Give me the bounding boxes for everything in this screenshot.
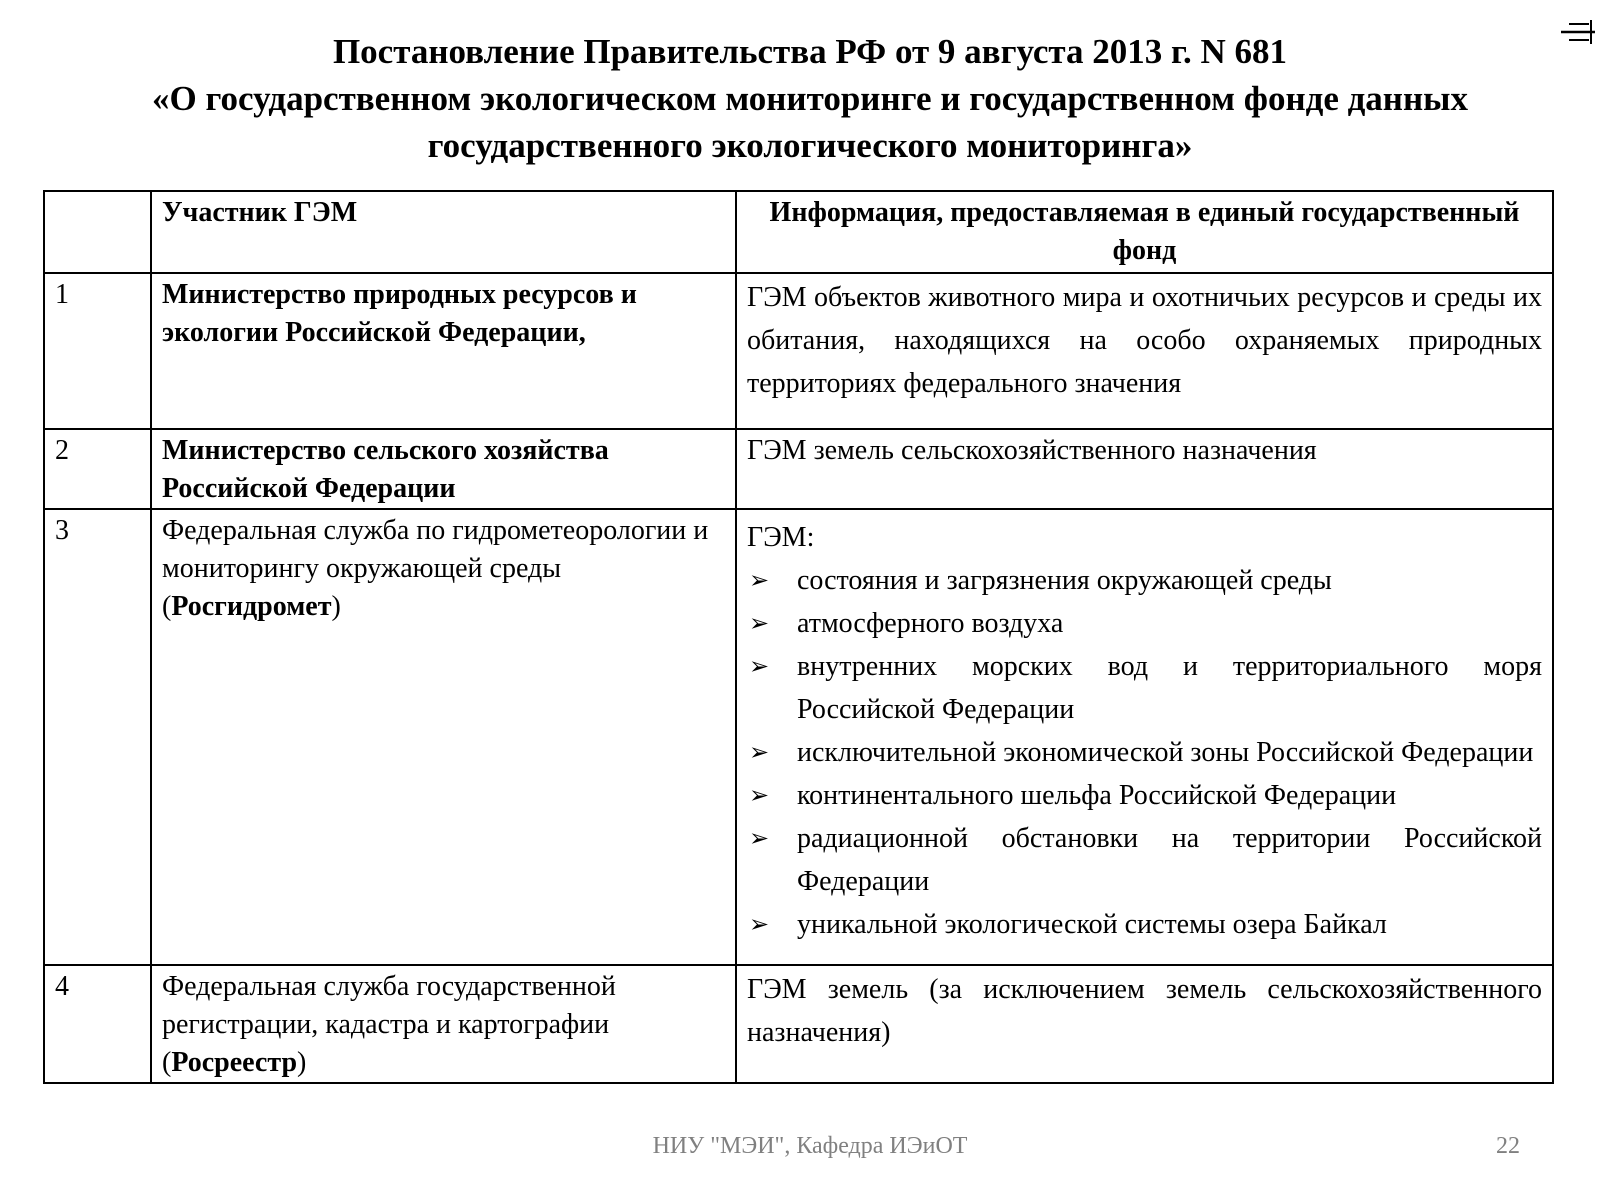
table-header-row (44, 191, 1553, 273)
arrow-bullet-icon: ➢ (749, 738, 770, 766)
arrow-bullet-icon: ➢ (749, 781, 770, 809)
row-participant (151, 509, 736, 965)
row-num: 4 (44, 965, 151, 1083)
bullet-text: внутренних морских вод и территориального моря Российской Федерации (797, 651, 1542, 725)
bullet-text: исключительной экономической зоны Российской Федерации (797, 737, 1534, 768)
footer-organization: НИУ "МЭИ", Кафедра ИЭиОТ (652, 1133, 968, 1159)
row-num: 3 (44, 509, 151, 965)
bullet-text: атмосферного воздуха (797, 608, 1064, 639)
info-bullet-list (747, 559, 1542, 946)
participant-close: ) (297, 1047, 307, 1078)
bullet-text: состояния и загрязнения окружающей среды (797, 565, 1332, 596)
arrow-bullet-icon: ➢ (749, 566, 770, 594)
table-row (44, 273, 1553, 429)
header-num-cell (44, 191, 151, 273)
title-line-2: «О государственном экологическом мониторинге и государственном фонде данных (152, 79, 1468, 118)
row-participant (151, 965, 736, 1083)
row-info: ГЭМ объектов животного мира и охотничьих ресурсов и среды их обитания, находящихся на особо охраняемых природных территориях федерального значения (736, 273, 1553, 429)
list-item (747, 903, 1542, 946)
list-item (747, 731, 1542, 774)
bullet-text: континентального шельфа Российской Федерации (797, 780, 1397, 811)
title-line-3: государственного экологического мониторинга» (427, 126, 1193, 165)
participant-text: Федеральная служба государственной регистрации, кадастра и картографии ( (162, 971, 616, 1078)
info-head: ГЭМ: (747, 522, 815, 553)
arrow-bullet-icon: ➢ (749, 609, 770, 637)
table-row (44, 429, 1553, 509)
participant-abbrev: Росреестр (171, 1047, 298, 1078)
gem-participants-table (43, 190, 1554, 1084)
arrow-bullet-icon: ➢ (749, 824, 770, 852)
row-participant: Министерство сельского хозяйства Российской Федерации (151, 429, 736, 509)
participant-text: Федеральная служба по гидрометеорологии и мониторингу окружающей среды ( (162, 515, 709, 622)
title-line-1: Постановление Правительства РФ от 9 августа 2013 г. N 681 (332, 32, 1288, 71)
page-title (40, 28, 1580, 169)
header-participant-cell: Участник ГЭМ (151, 191, 736, 273)
row-info: ГЭМ земель (за исключением земель сельскохозяйственного назначения) (736, 965, 1553, 1083)
list-item (747, 559, 1542, 602)
row-num: 1 (44, 273, 151, 429)
table-row (44, 965, 1553, 1083)
header-info-cell: Информация, предоставляемая в единый государственный фонд (736, 191, 1553, 273)
arrow-bullet-icon: ➢ (749, 910, 770, 938)
bullet-text: радиационной обстановки на территории Российской Федерации (797, 823, 1542, 897)
table-row (44, 509, 1553, 965)
participant-abbrev: Росгидромет (171, 591, 332, 622)
arrow-bullet-icon: ➢ (749, 652, 770, 680)
list-item (747, 602, 1542, 645)
row-info (736, 509, 1553, 965)
list-item (747, 645, 1542, 731)
bullet-text: уникальной экологической системы озера Байкал (797, 909, 1387, 940)
row-participant: Министерство природных ресурсов и экологии Российской Федерации, (151, 273, 736, 429)
row-num: 2 (44, 429, 151, 509)
row-info: ГЭМ земель сельскохозяйственного назначения (736, 429, 1553, 509)
page-number: 22 (1496, 1133, 1520, 1159)
list-item (747, 774, 1542, 817)
participant-close: ) (331, 591, 341, 622)
list-item (747, 817, 1542, 903)
